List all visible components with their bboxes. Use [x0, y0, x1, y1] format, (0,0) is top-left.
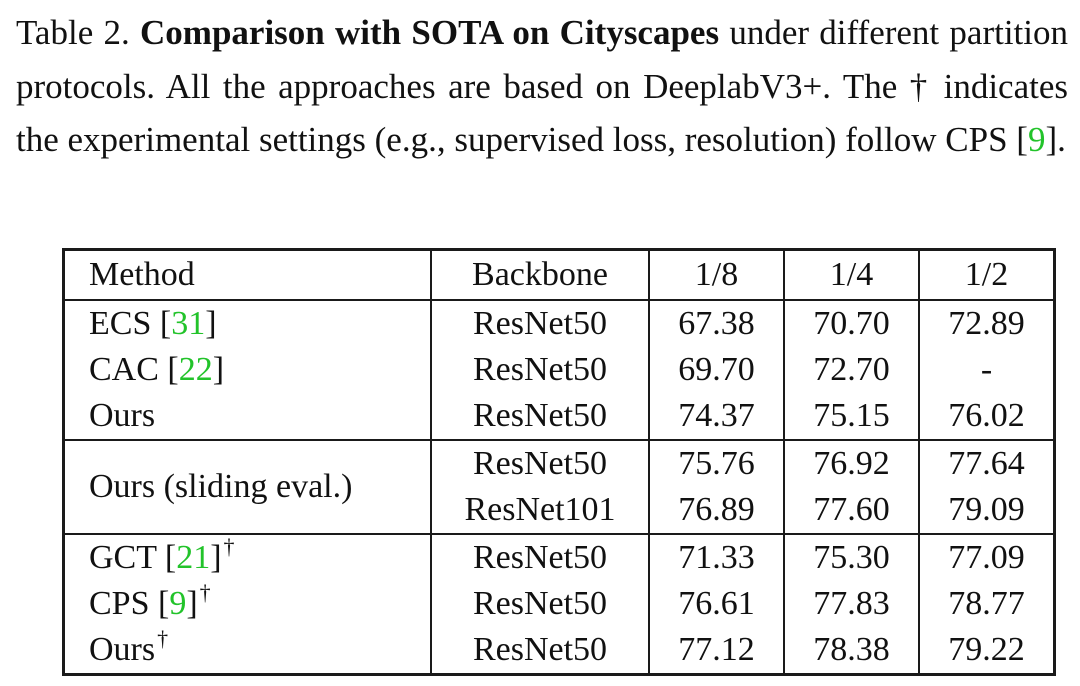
method-name: Ours — [89, 397, 156, 434]
method-cell — [64, 627, 432, 675]
value-1-2: 72.89 — [919, 300, 1055, 347]
group-standard-eval — [64, 300, 1055, 440]
caption-text-end: ]. — [1045, 120, 1066, 159]
method-name: GCT [ — [89, 539, 177, 576]
method-cell — [64, 534, 432, 581]
method-cell — [64, 581, 432, 627]
method-cell-sliding: Ours (sliding eval.) — [64, 440, 432, 534]
dagger-mark: † — [199, 580, 211, 605]
table-header-row — [64, 250, 1055, 301]
caption-citation-link[interactable]: 9 — [1027, 120, 1046, 159]
backbone-cell: ResNet50 — [431, 393, 649, 440]
backbone-cell: ResNet50 — [431, 347, 649, 393]
value-1-2: - — [919, 347, 1055, 393]
value-1-8: 69.70 — [649, 347, 784, 393]
group-sliding-eval — [64, 440, 1055, 534]
caption-label: Table 2. — [16, 13, 130, 52]
method-name: CAC [ — [89, 351, 179, 388]
results-table — [62, 248, 1056, 676]
method-bracket: ] — [212, 351, 225, 388]
value-1-4: 75.30 — [784, 534, 919, 581]
dagger-mark: † — [223, 534, 235, 559]
value-1-8: 74.37 — [649, 393, 784, 440]
method-cell — [64, 300, 432, 347]
backbone-cell: ResNet50 — [431, 627, 649, 675]
value-1-8: 76.89 — [649, 487, 784, 534]
citation-link[interactable]: 22 — [178, 351, 213, 388]
method-bracket: ] — [205, 305, 217, 342]
value-1-8: 67.38 — [649, 300, 784, 347]
header-1-4: 1/4 — [784, 250, 919, 301]
method-bracket: ] — [210, 539, 222, 576]
table-row — [64, 393, 1055, 440]
group-cps-settings — [64, 534, 1055, 675]
value-1-2: 77.09 — [919, 534, 1055, 581]
citation-link[interactable]: 31 — [171, 305, 206, 342]
value-1-2: 76.02 — [919, 393, 1055, 440]
citation-link[interactable]: 9 — [169, 585, 187, 622]
dagger-mark: † — [157, 626, 169, 651]
table-row — [64, 300, 1055, 347]
table-row — [64, 347, 1055, 393]
caption-bold-title: Comparison with SOTA on Cityscapes — [140, 13, 720, 52]
method-cell — [64, 347, 432, 393]
value-1-8: 71.33 — [649, 534, 784, 581]
method-bracket: ] — [186, 585, 198, 622]
table-row — [64, 627, 1055, 675]
backbone-cell: ResNet50 — [431, 534, 649, 581]
table-row — [64, 440, 1055, 487]
table-row — [64, 534, 1055, 581]
header-method: Method — [64, 250, 432, 301]
backbone-cell: ResNet50 — [431, 581, 649, 627]
backbone-cell: ResNet50 — [431, 300, 649, 347]
method-name: Ours — [89, 631, 156, 668]
value-1-4: 77.83 — [784, 581, 919, 627]
value-1-8: 77.12 — [649, 627, 784, 675]
method-cell — [64, 393, 432, 440]
table-caption — [16, 6, 1068, 167]
backbone-cell: ResNet101 — [431, 487, 649, 534]
method-name: ECS [ — [89, 305, 172, 342]
value-1-4: 76.92 — [784, 440, 919, 487]
value-1-8: 75.76 — [649, 440, 784, 487]
value-1-2: 79.22 — [919, 627, 1055, 675]
header-1-2: 1/2 — [919, 250, 1055, 301]
value-1-2: 78.77 — [919, 581, 1055, 627]
value-1-2: 77.64 — [919, 440, 1055, 487]
value-1-4: 70.70 — [784, 300, 919, 347]
value-1-8: 76.61 — [649, 581, 784, 627]
citation-link[interactable]: 21 — [176, 539, 211, 576]
backbone-cell: ResNet50 — [431, 440, 649, 487]
value-1-4: 77.60 — [784, 487, 919, 534]
caption-text: under different partition protocols. All the approaches are based on DeeplabV3+. The † indicates the experimental settings (e.g., supervised loss, resolution) follow CPS [ — [16, 13, 1068, 159]
method-name: CPS [ — [89, 585, 170, 622]
table-row — [64, 581, 1055, 627]
header-backbone: Backbone — [431, 250, 649, 301]
header-1-8: 1/8 — [649, 250, 784, 301]
value-1-4: 75.15 — [784, 393, 919, 440]
value-1-4: 72.70 — [784, 347, 919, 393]
value-1-4: 78.38 — [784, 627, 919, 675]
value-1-2: 79.09 — [919, 487, 1055, 534]
